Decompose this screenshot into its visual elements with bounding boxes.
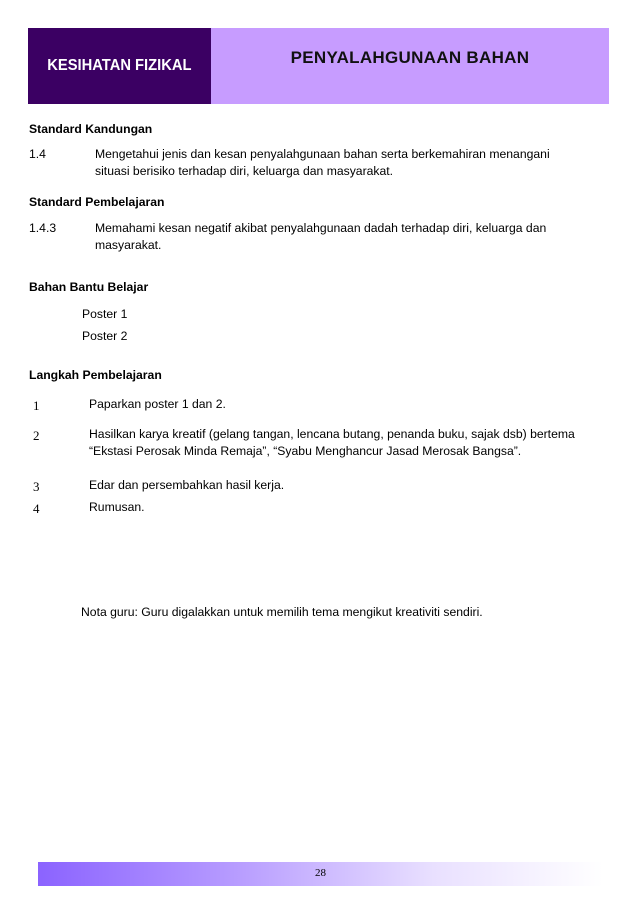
step-text-2-line1: Hasilkan karya kreatif (gelang tangan, lencana butang, penanda buku, sajak dsb) bertema (89, 427, 575, 441)
bahan-item-poster-2: Poster 2 (82, 329, 128, 343)
step-text-1: Paparkan poster 1 dan 2. (89, 397, 226, 411)
standard-pembelajaran-number: 1.4.3 (29, 221, 57, 235)
header-subject-box (28, 28, 211, 104)
page-footer-bar (38, 862, 603, 886)
bahan-item-poster-1: Poster 1 (82, 307, 128, 321)
step-text-4: Rumusan. (89, 500, 145, 514)
step-number-3: 3 (33, 479, 40, 494)
standard-pembelajaran-heading: Standard Pembelajaran (29, 195, 165, 209)
standard-kandungan-heading: Standard Kandungan (29, 122, 153, 136)
langkah-heading: Langkah Pembelajaran (29, 368, 162, 382)
teacher-note: Nota guru: Guru digalakkan untuk memilih tema mengikut kreativiti sendiri. (81, 605, 483, 619)
bahan-bantu-heading: Bahan Bantu Belajar (29, 280, 149, 294)
page-number: 28 (315, 867, 326, 879)
step-number-4: 4 (33, 501, 40, 516)
step-number-2: 2 (33, 428, 40, 443)
standard-kandungan-number: 1.4 (29, 147, 46, 161)
step-text-3: Edar dan persembahkan hasil kerja. (89, 478, 285, 492)
step-number-1: 1 (33, 398, 40, 413)
standard-pembelajaran-line2: masyarakat. (95, 238, 162, 252)
step-text-2-line2: “Ekstasi Perosak Minda Remaja”, “Syabu Menghancur Jasad Merosak Bangsa”. (89, 444, 522, 458)
header-topic-title: PENYALAHGUNAAN BAHAN (290, 48, 530, 67)
standard-kandungan-line1: Mengetahui jenis dan kesan penyalahgunaan bahan serta berkemahiran menangani (95, 147, 550, 161)
header-topic-box (211, 28, 609, 104)
standard-kandungan-line2: situasi berisiko terhadap diri, keluarga dan masyarakat. (95, 164, 394, 178)
standard-pembelajaran-line1: Memahami kesan negatif akibat penyalahgunaan dadah terhadap diri, keluarga dan (95, 221, 547, 235)
page-header (28, 28, 609, 104)
header-subject-title: KESIHATAN FIZIKAL (47, 57, 192, 74)
